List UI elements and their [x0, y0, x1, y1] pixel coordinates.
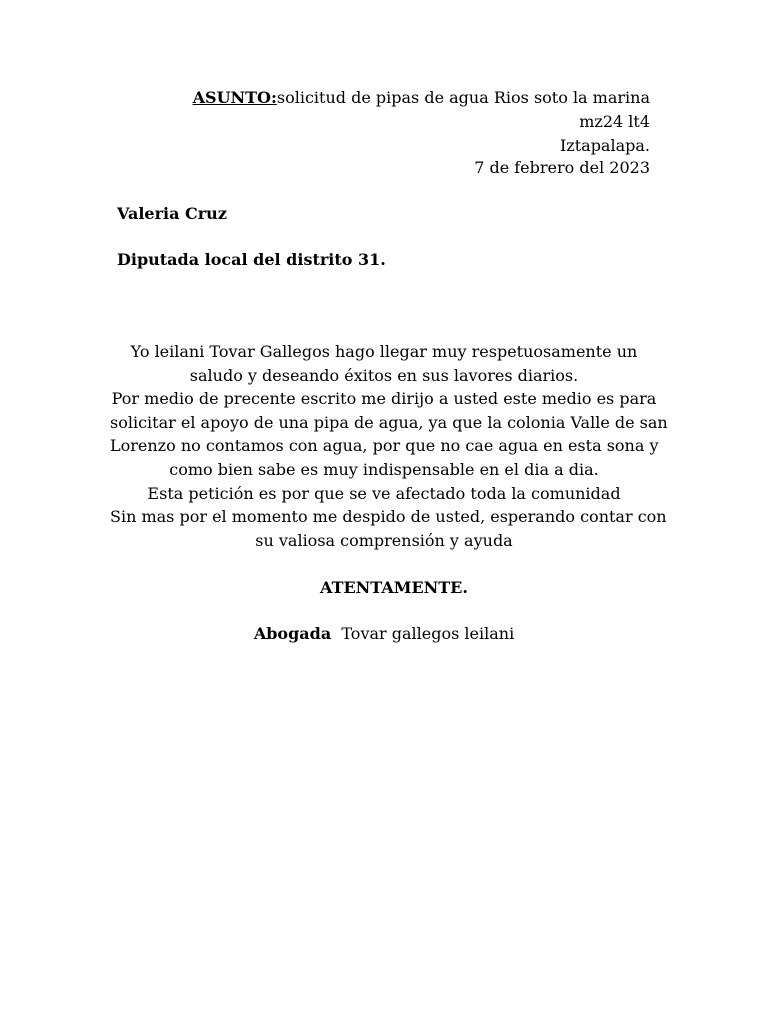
letter-date: 7 de febrero del 2023: [474, 158, 650, 177]
body-line: Yo leilani Tovar Gallegos hago llegar muy respetuosamente un: [130, 342, 638, 361]
signature-block: [110, 622, 658, 646]
body-line: Esta petición es por que se ve afectado toda la comunidad: [147, 483, 621, 503]
body-line: su valiosa comprensión y ayuda: [255, 530, 513, 550]
closing-salutation: ATENTAMENTE.: [320, 578, 468, 597]
recipient-title: Diputada local del distrito 31.: [117, 250, 386, 269]
subject-line-2: Iztapalapa.: [559, 136, 650, 155]
body-line: saludo y deseando éxitos en sus lavores diarios.: [189, 365, 579, 385]
body-line: Lorenzo no contamos con agua, por que no cae agua en esta sona y: [110, 436, 659, 456]
body-line: solicitar el apoyo de una pipa de agua, ya que la colonia Valle de san: [110, 412, 668, 432]
body-line: Sin mas por el momento me despido de usted, esperando contar con: [110, 507, 667, 527]
subject-text: solicitud de pipas de agua Rios soto la marina mz24 lt4: [276, 88, 650, 131]
letter-body: [110, 340, 668, 552]
signature-title: Abogada: [253, 624, 332, 643]
signature-name: Tovar gallegos leilani: [341, 624, 515, 643]
body-line: Por medio de precente escrito me dirijo a usted este medio es para: [111, 389, 657, 409]
recipient-name: Valeria Cruz: [117, 204, 227, 223]
subject-label: ASUNTO:: [192, 88, 277, 107]
subject-block: [150, 86, 650, 158]
body-line: como bien sabe es muy indispensable en el dia a dia.: [169, 459, 599, 479]
